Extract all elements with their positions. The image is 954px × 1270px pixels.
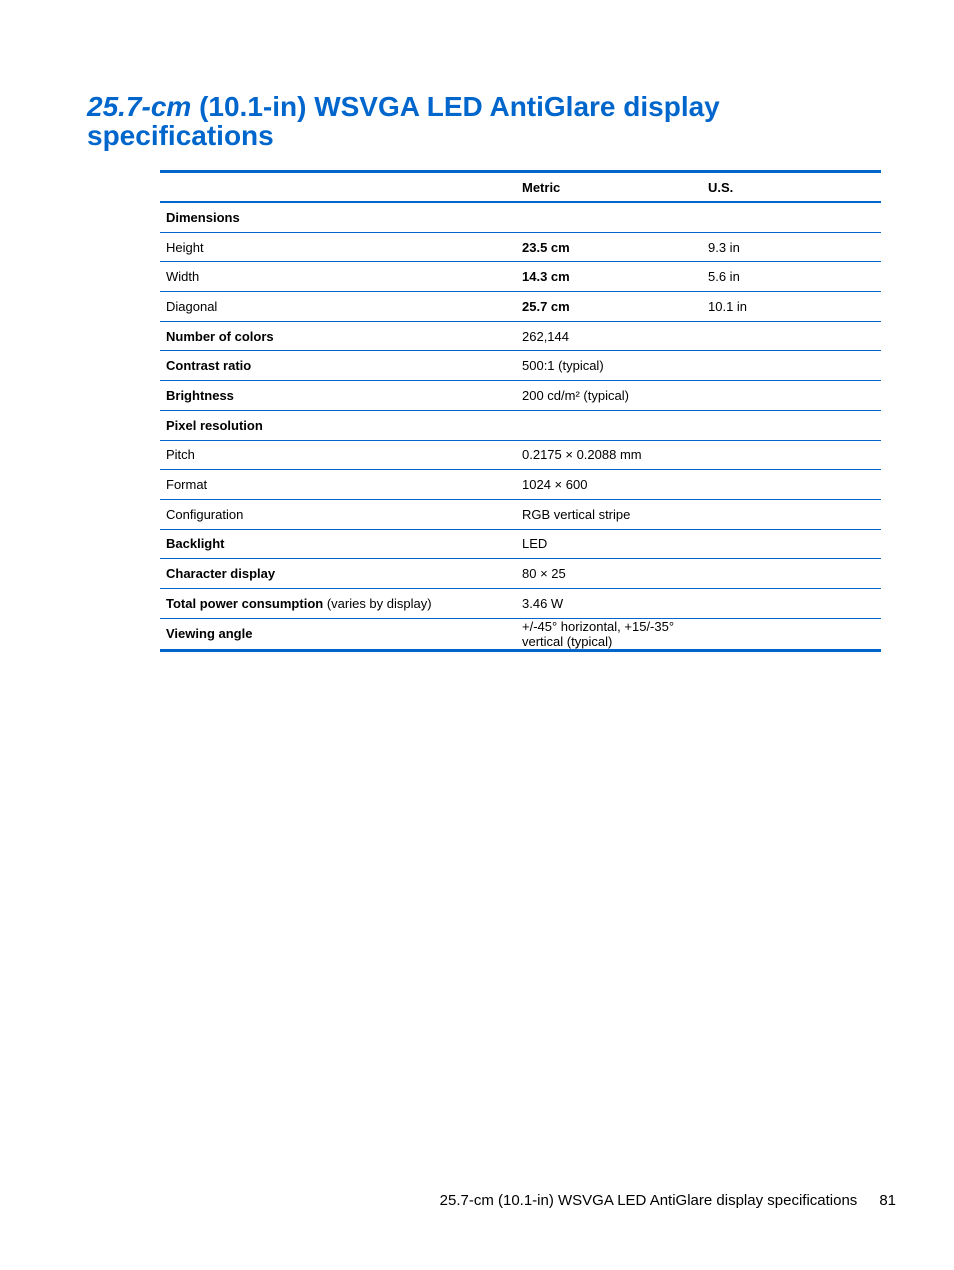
specifications-table [160, 170, 881, 652]
row-label-text: Number of colors [166, 328, 274, 344]
row-us-value [702, 529, 881, 559]
row-metric-value: 0.2175 × 0.2088 mm [522, 447, 642, 463]
row-us-value: 9.3 in [708, 239, 740, 255]
row-label [160, 559, 516, 589]
row-metric-value: 25.7 cm [522, 298, 570, 314]
page-title-emphasis: 25.7-cm [87, 91, 192, 122]
row-label [160, 292, 516, 322]
table-row [160, 232, 881, 262]
row-label [160, 321, 516, 351]
page-title [87, 92, 887, 150]
row-label [160, 262, 516, 292]
table-row [160, 202, 881, 232]
row-label-text: Format [166, 477, 208, 493]
row-us-value [702, 618, 881, 650]
row-us-value [702, 470, 881, 500]
header-metric: Metric [522, 179, 561, 195]
row-metric-value [516, 410, 702, 440]
row-label-text: Viewing angle [166, 626, 253, 642]
footer-text: 25.7-cm (10.1-in) WSVGA LED AntiGlare display specifications [439, 1192, 858, 1209]
table-row [160, 381, 881, 411]
row-metric-value: +/-45° horizontal, +15/-35° vertical (typical) [522, 618, 675, 649]
table-header-row [160, 172, 881, 203]
table-row [160, 351, 881, 381]
row-metric-value: 200 cd/m² (typical) [522, 387, 629, 403]
table-row [160, 321, 881, 351]
table-row [160, 292, 881, 322]
row-label-text: Brightness [166, 387, 234, 403]
row-us-value [702, 321, 881, 351]
row-us-value [702, 440, 881, 470]
page-footer [440, 1192, 896, 1209]
table-row [160, 440, 881, 470]
row-label [160, 529, 516, 559]
row-label-text: Configuration [166, 506, 244, 522]
row-label-text: Width [166, 269, 200, 285]
row-us-value [702, 499, 881, 529]
row-label-text: Backlight [166, 536, 225, 552]
row-metric-value: RGB vertical stripe [522, 506, 631, 522]
row-label [160, 499, 516, 529]
row-metric-value: LED [522, 536, 548, 552]
header-us: U.S. [708, 179, 734, 195]
row-label-note: (varies by display) [323, 595, 432, 611]
table-row [160, 618, 881, 650]
row-metric-value: 3.46 W [522, 595, 564, 611]
table-body [160, 202, 881, 650]
row-label-text: Character display [166, 566, 276, 582]
row-label [160, 588, 516, 618]
row-label [160, 470, 516, 500]
table-row [160, 559, 881, 589]
row-label-text: Pixel resolution [166, 417, 263, 433]
table-row [160, 529, 881, 559]
table-row [160, 499, 881, 529]
row-metric-value: 23.5 cm [522, 239, 570, 255]
row-label-text: Diagonal [166, 298, 218, 314]
row-metric-value: 500:1 (typical) [522, 358, 604, 374]
row-us-value [702, 588, 881, 618]
header-label [160, 172, 516, 203]
row-label-text: Height [166, 239, 204, 255]
row-label [160, 202, 516, 232]
row-metric-value: 262,144 [522, 328, 569, 344]
table-row [160, 470, 881, 500]
table-row [160, 262, 881, 292]
table-row [160, 410, 881, 440]
row-us-value [702, 202, 881, 232]
row-label [160, 440, 516, 470]
row-us-value [702, 559, 881, 589]
row-label-text: Pitch [166, 447, 195, 463]
row-metric-value: 14.3 cm [522, 269, 570, 285]
row-us-value [702, 351, 881, 381]
row-label-text: Contrast ratio [166, 358, 252, 374]
row-label [160, 410, 516, 440]
row-us-value [702, 381, 881, 411]
row-us-value: 5.6 in [708, 269, 740, 285]
row-label [160, 232, 516, 262]
row-label-text: Dimensions [166, 209, 240, 225]
row-metric-value: 80 × 25 [522, 566, 566, 582]
row-label-text: Total power consumption [166, 595, 324, 611]
row-metric-value [516, 202, 702, 232]
row-us-value: 10.1 in [708, 298, 748, 314]
row-us-value [702, 410, 881, 440]
row-label [160, 618, 516, 650]
table-row [160, 588, 881, 618]
row-metric-value: 1024 × 600 [522, 477, 588, 493]
page-title-rest: (10.1-in) WSVGA LED AntiGlare display specifications [87, 91, 720, 151]
row-label [160, 381, 516, 411]
row-label [160, 351, 516, 381]
page-number: 81 [879, 1192, 896, 1209]
